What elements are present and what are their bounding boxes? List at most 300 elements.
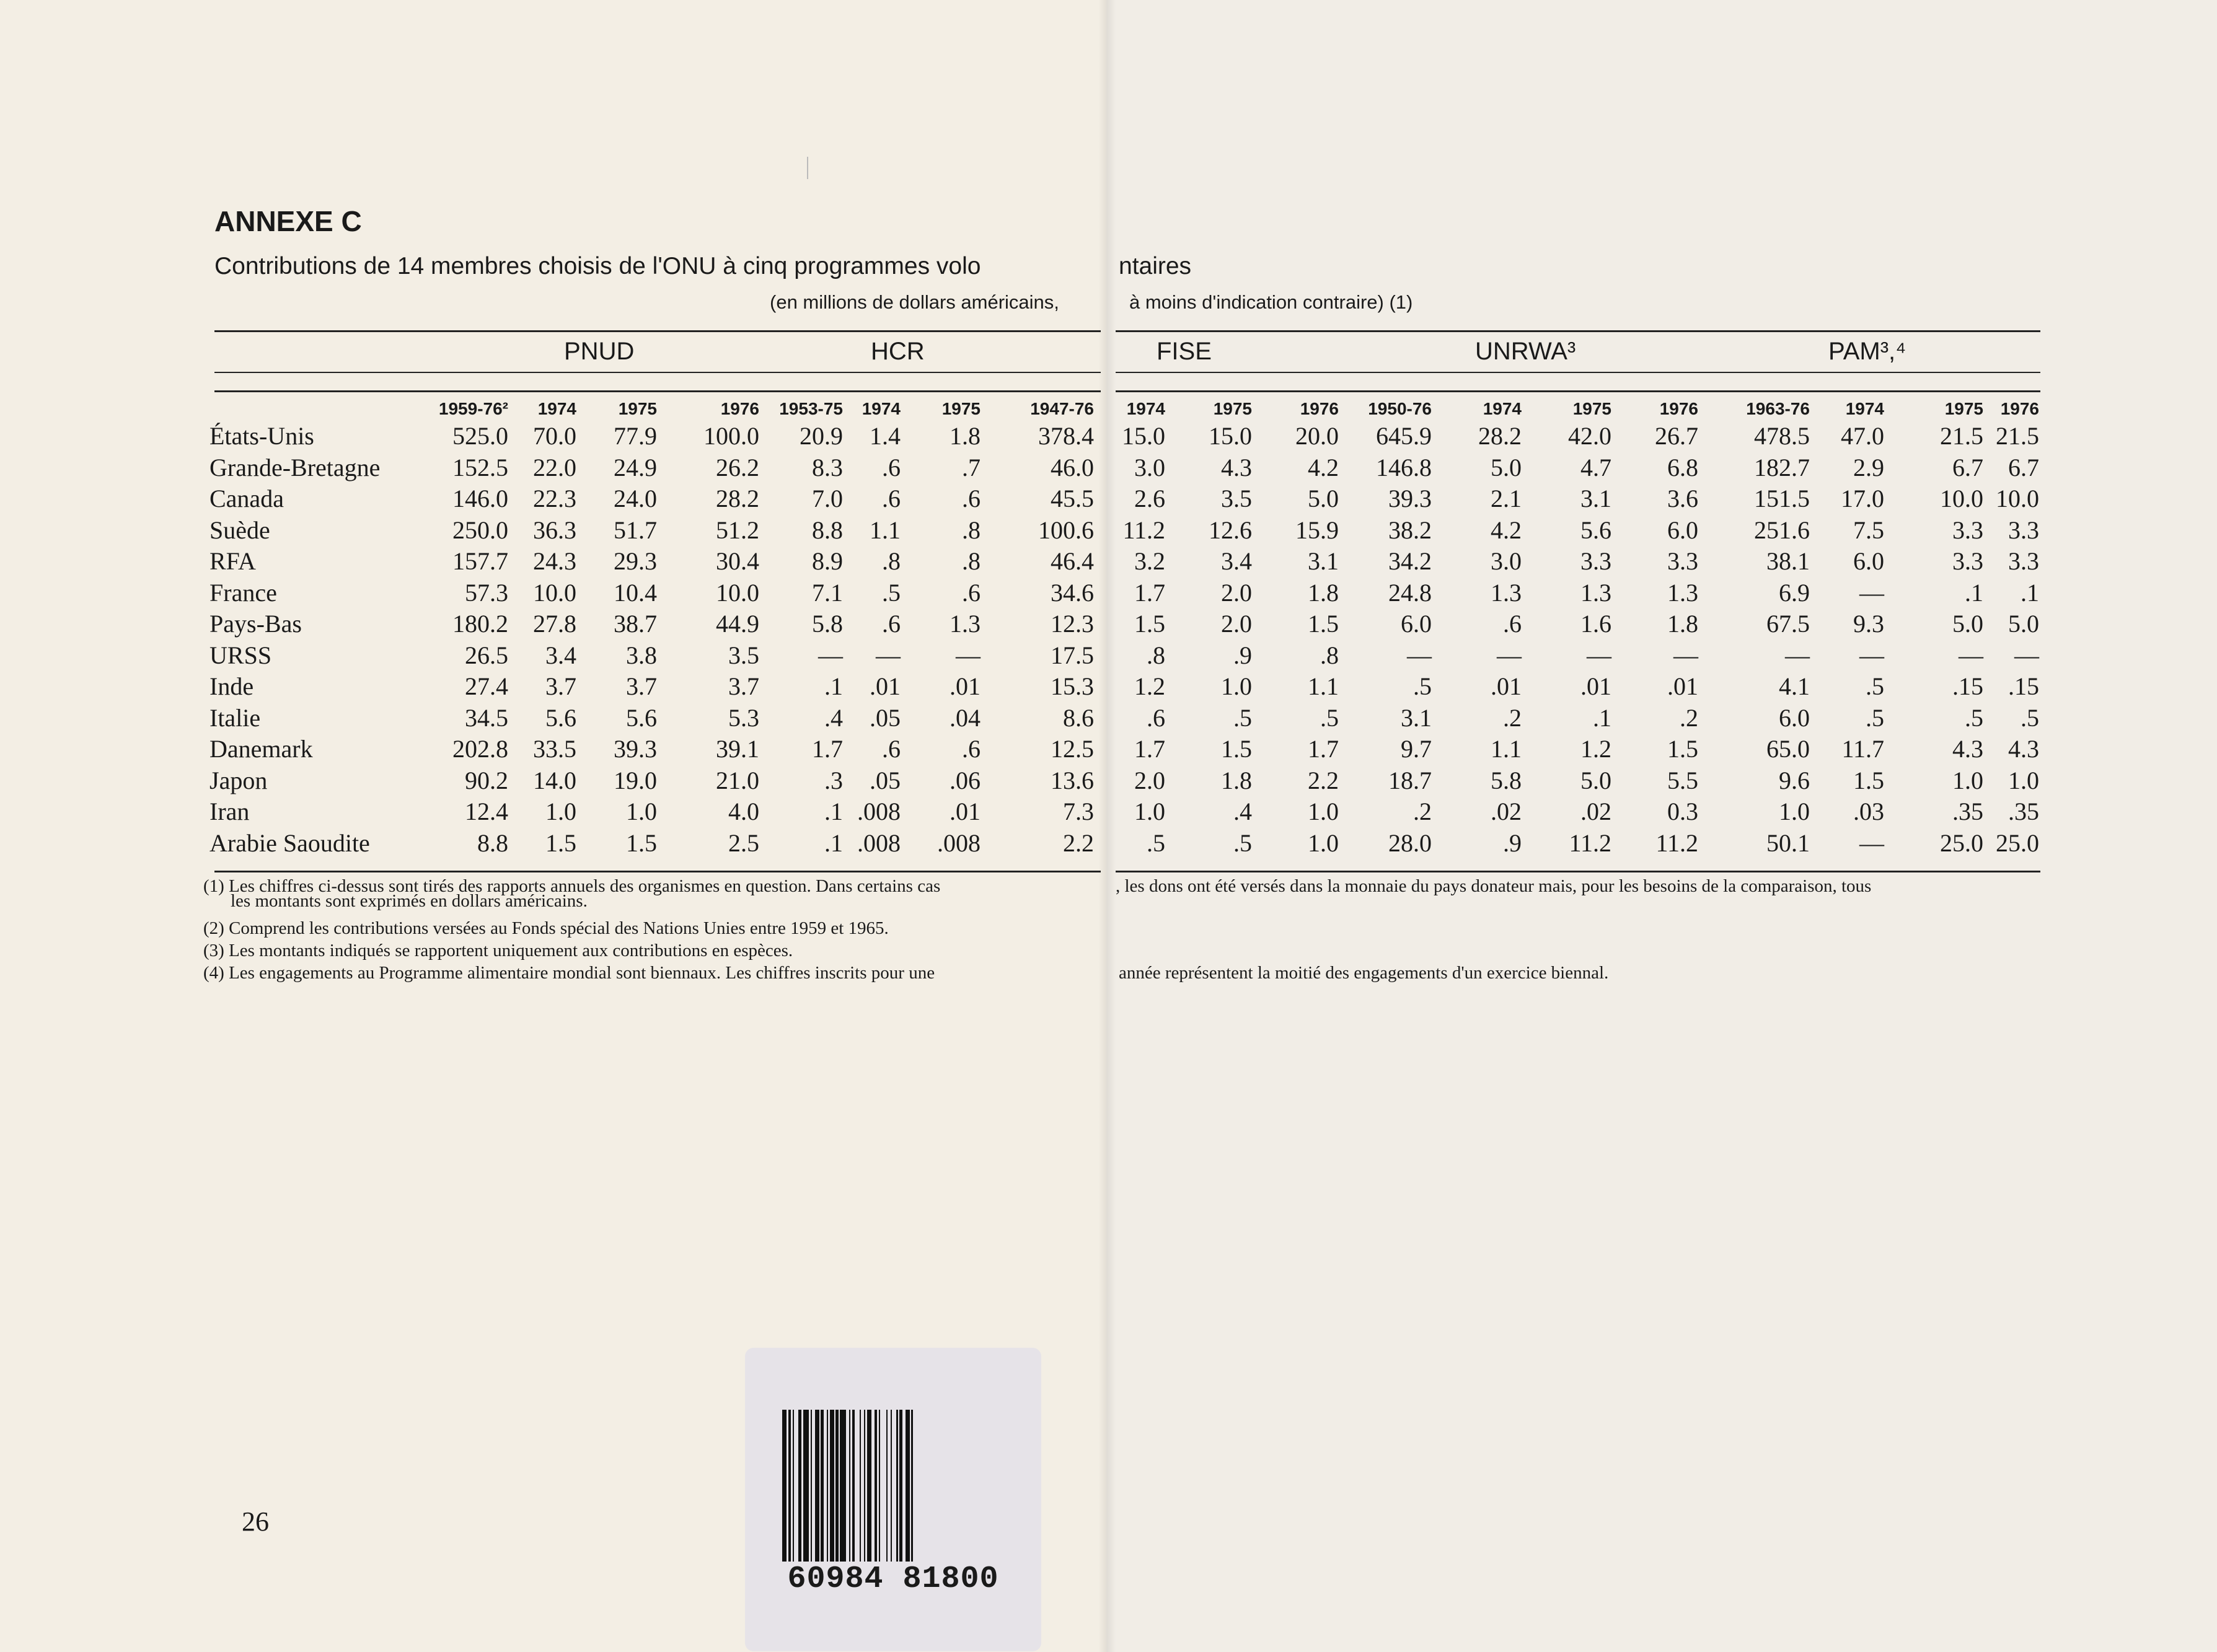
table-cell: 645.9 [1376, 422, 1432, 450]
table-cell: 146.0 [452, 485, 508, 512]
table-cell: 34.6 [1051, 578, 1094, 607]
table-cell: 39.1 [716, 735, 759, 763]
table-cell: 13.6 [1051, 766, 1094, 794]
table-cell: 1.2 [1134, 672, 1165, 700]
table-cell: 27.4 [465, 672, 508, 700]
table-cell: 28.2 [1478, 422, 1522, 450]
table-cell: 5.8 [812, 610, 843, 638]
table-cell: 12.5 [1051, 735, 1094, 763]
row-country: Pays-Bas [209, 610, 302, 638]
table-cell: 15.9 [1295, 516, 1339, 544]
year-header: 1976 [2000, 399, 2039, 418]
table-cell: .008 [857, 797, 901, 825]
table-cell: 39.3 [1388, 485, 1432, 512]
table-cell: .02 [1491, 797, 1522, 825]
table-cell: 20.0 [1295, 422, 1339, 450]
table-cell: 24.0 [614, 485, 657, 512]
table-top-rule-right [1116, 330, 2040, 332]
table-cell: .1 [1593, 703, 1611, 732]
table-cell: .5 [1147, 828, 1165, 857]
row-country: États-Unis [209, 422, 314, 450]
table-cell: 100.6 [1038, 516, 1094, 544]
table-cell: 15.0 [1122, 422, 1165, 450]
units-note-left: (en millions de dollars américains, [770, 291, 1059, 313]
table-cell: 251.6 [1754, 516, 1810, 544]
table-cell: 51.2 [716, 516, 759, 544]
table-cell: 5.0 [1580, 766, 1611, 794]
table-cell: 3.4 [1221, 547, 1252, 575]
table-cell: 1.3 [1491, 578, 1522, 607]
group-header-pam: PAM³,⁴ [1828, 338, 1906, 365]
book-gutter [1098, 0, 1116, 1652]
table-cell: .1 [824, 797, 843, 825]
table-cell: — [1407, 641, 1432, 669]
table-cell: 6.0 [1401, 610, 1432, 638]
table-cell: .5 [1320, 703, 1339, 732]
table-cell: 19.0 [614, 766, 657, 794]
table-cell: 12.6 [1209, 516, 1252, 544]
table-cell: 1.4 [870, 422, 901, 450]
table-cell: 65.0 [1766, 735, 1810, 763]
table-cell: 1.5 [1667, 735, 1698, 763]
table-cell: 1.3 [950, 610, 981, 638]
barcode-sticker [745, 1348, 1041, 1651]
year-header: 1975 [941, 399, 981, 418]
table-cell: .35 [1952, 797, 1983, 825]
year-header: 1975 [1944, 399, 1983, 418]
table-cell: .2 [1413, 797, 1432, 825]
table-cell: 2.0 [1134, 766, 1165, 794]
footnote-2: (2) Comprend les contributions versées au Fonds spécial des Nations Unies entre 1959 et 1965. [203, 918, 889, 938]
table-cell: 3.1 [1401, 703, 1432, 732]
table-cell: 8.8 [477, 828, 508, 857]
table-cell: .6 [962, 735, 981, 763]
table-cell: 5.0 [1308, 485, 1339, 512]
table-cell: .05 [870, 703, 901, 732]
table-cell: 5.0 [1952, 610, 1983, 638]
table-cell: 67.5 [1766, 610, 1810, 638]
row-country: Danemark [209, 735, 313, 763]
table-cell: 478.5 [1754, 422, 1810, 450]
table-cell: 151.5 [1754, 485, 1810, 512]
table-cell: 21.0 [716, 766, 759, 794]
table-cell: — [1859, 578, 1884, 607]
table-cell: 3.7 [626, 672, 657, 700]
table-cell: 1.5 [1221, 735, 1252, 763]
table-cell: 3.0 [1134, 453, 1165, 481]
year-header: 1963-76 [1746, 399, 1810, 418]
table-cell: .9 [1233, 641, 1252, 669]
table-cell: .6 [882, 735, 901, 763]
table-cell: 5.6 [545, 703, 576, 732]
table-cell: .6 [1503, 610, 1522, 638]
table-cell: 9.7 [1401, 735, 1432, 763]
table-cell: .6 [962, 578, 981, 607]
barcode-number: 60984 81800 [776, 1562, 1010, 1597]
table-cell: 24.3 [533, 547, 576, 575]
table-cell: 1.7 [1308, 735, 1339, 763]
year-header: 1953-75 [779, 399, 843, 418]
table-cell: 5.6 [626, 703, 657, 732]
row-country: Canada [209, 485, 284, 512]
table-cell: .6 [882, 453, 901, 481]
year-header: 1976 [1659, 399, 1698, 418]
table-cell: .01 [1491, 672, 1522, 700]
table-cell: .03 [1853, 797, 1884, 825]
table-cell: .05 [870, 766, 901, 794]
table-cell: 10.0 [716, 578, 759, 607]
table-cell: .008 [937, 828, 981, 857]
table-bottom-rule-right [1116, 871, 2040, 872]
table-cell: 3.1 [1308, 547, 1339, 575]
table-cell: 1.1 [1308, 672, 1339, 700]
table-cell: .3 [824, 766, 843, 794]
table-cell: .1 [1965, 578, 1983, 607]
table-cell: .6 [962, 485, 981, 512]
table-cell: .01 [950, 797, 981, 825]
table-cell: 1.0 [545, 797, 576, 825]
group-rule-right [1116, 372, 2040, 373]
table-cell: 1.2 [1580, 735, 1611, 763]
table-cell: 5.5 [1667, 766, 1698, 794]
table-cell: — [1959, 641, 1983, 669]
table-cell: 39.3 [614, 735, 657, 763]
table-cell: 5.8 [1491, 766, 1522, 794]
table-cell: .15 [2008, 672, 2039, 700]
table-cell: — [1497, 641, 1522, 669]
table-cell: 4.1 [1779, 672, 1810, 700]
table-cell: 2.2 [1063, 828, 1094, 857]
table-cell: 12.4 [465, 797, 508, 825]
table-cell: 1.3 [1580, 578, 1611, 607]
table-cell: 1.3 [1667, 578, 1698, 607]
table-cell: 24.9 [614, 453, 657, 481]
table-cell: 1.0 [1134, 797, 1165, 825]
table-cell: 4.3 [1952, 735, 1983, 763]
table-cell: 11.7 [1841, 735, 1884, 763]
table-cell: 10.0 [1940, 485, 1983, 512]
table-cell: 3.3 [1667, 547, 1698, 575]
table-cell: .5 [1413, 672, 1432, 700]
table-cell: .1 [824, 828, 843, 857]
table-cell: .1 [2021, 578, 2039, 607]
table-cell: 1.0 [1952, 766, 1983, 794]
table-cell: 378.4 [1038, 422, 1094, 450]
table-cell: 7.5 [1853, 516, 1884, 544]
table-cell: 10.0 [533, 578, 576, 607]
table-cell: 3.3 [2008, 547, 2039, 575]
table-cell: .6 [882, 610, 901, 638]
group-header-hcr: HCR [871, 338, 925, 365]
table-cell: 3.4 [545, 641, 576, 669]
table-cell: 1.1 [1491, 735, 1522, 763]
page-mark [807, 157, 808, 179]
table-cell: 25.0 [1940, 828, 1983, 857]
table-cell: 17.5 [1051, 641, 1094, 669]
table-cell: 3.3 [2008, 516, 2039, 544]
table-cell: 6.0 [1853, 547, 1884, 575]
table-cell: .5 [1866, 703, 1884, 732]
table-cell: 6.7 [1952, 453, 1983, 481]
table-cell: .6 [882, 485, 901, 512]
table-cell: 22.0 [533, 453, 576, 481]
row-country: Grande-Bretagne [209, 453, 381, 481]
right-page [1106, 0, 2217, 1652]
table-cell: 42.0 [1568, 422, 1611, 450]
table-cell: 7.3 [1063, 797, 1094, 825]
table-cell: .02 [1580, 797, 1611, 825]
table-cell: — [2014, 641, 2039, 669]
row-country: Arabie Saoudite [209, 828, 370, 857]
table-cell: 2.5 [728, 828, 759, 857]
table-cell: 26.5 [465, 641, 508, 669]
table-cell: 152.5 [452, 453, 508, 481]
row-country: Suède [209, 516, 270, 544]
table-cell: 1.0 [626, 797, 657, 825]
table-cell: 46.4 [1051, 547, 1094, 575]
table-cell: .7 [962, 453, 981, 481]
table-cell: 1.8 [1667, 610, 1698, 638]
table-cell: 26.7 [1655, 422, 1698, 450]
table-cell: 18.7 [1388, 766, 1432, 794]
table-cell: .01 [870, 672, 901, 700]
table-cell: 182.7 [1754, 453, 1810, 481]
year-rule-right [1116, 390, 2040, 392]
table-cell: 5.3 [728, 703, 759, 732]
table-cell: 8.3 [812, 453, 843, 481]
table-cell: .5 [1233, 703, 1252, 732]
year-header: 1959-76² [438, 399, 508, 418]
table-cell: .5 [1233, 828, 1252, 857]
footnote-1-cont: les montants sont exprimés en dollars américains. [231, 891, 588, 911]
table-cell: 77.9 [614, 422, 657, 450]
table-cell: 3.6 [1667, 485, 1698, 512]
table-cell: 11.2 [1122, 516, 1165, 544]
table-cell: 1.0 [1779, 797, 1810, 825]
table-cell: 1.7 [812, 735, 843, 763]
table-cell: 2.2 [1308, 766, 1339, 794]
table-cell: 4.2 [1308, 453, 1339, 481]
table-cell: 1.7 [1134, 735, 1165, 763]
table-cell: 180.2 [452, 610, 508, 638]
table-cell: 1.0 [2008, 766, 2039, 794]
table-cell: 10.0 [1996, 485, 2039, 512]
table-cell: .01 [1580, 672, 1611, 700]
table-cell: — [876, 641, 901, 669]
table-cell: 30.4 [716, 547, 759, 575]
group-header-unrwa: UNRWA³ [1475, 338, 1576, 365]
table-cell: 1.0 [1221, 672, 1252, 700]
table-cell: 8.8 [812, 516, 843, 544]
year-header: 1975 [618, 399, 657, 418]
table-cell: 5.0 [2008, 610, 2039, 638]
table-cell: .01 [1667, 672, 1698, 700]
table-cell: 38.2 [1388, 516, 1432, 544]
table-cell: .2 [1503, 703, 1522, 732]
table-cell: .2 [1680, 703, 1698, 732]
year-header: 1974 [537, 399, 576, 418]
year-header: 1976 [720, 399, 759, 418]
table-cell: 3.8 [626, 641, 657, 669]
table-cell: 100.0 [703, 422, 759, 450]
table-cell: 4.3 [1221, 453, 1252, 481]
table-cell: 3.3 [1952, 516, 1983, 544]
table-cell: 6.8 [1667, 453, 1698, 481]
table-cell: 44.9 [716, 610, 759, 638]
table-cell: 1.5 [545, 828, 576, 857]
table-cell: .8 [1320, 641, 1339, 669]
table-cell: 6.0 [1779, 703, 1810, 732]
table-cell: 17.0 [1841, 485, 1884, 512]
table-cell: 157.7 [452, 547, 508, 575]
table-cell: 29.3 [614, 547, 657, 575]
table-cell: — [956, 641, 981, 669]
table-cell: 5.0 [1491, 453, 1522, 481]
table-cell: 6.9 [1779, 578, 1810, 607]
table-cell: .35 [2008, 797, 2039, 825]
table-cell: 38.7 [614, 610, 657, 638]
table-cell: 3.3 [1580, 547, 1611, 575]
table-cell: 3.3 [1952, 547, 1983, 575]
table-cell: 15.3 [1051, 672, 1094, 700]
table-cell: 28.0 [1388, 828, 1432, 857]
table-cell: 2.9 [1853, 453, 1884, 481]
table-cell: .5 [2021, 703, 2039, 732]
table-cell: 2.1 [1491, 485, 1522, 512]
table-cell: 3.5 [1221, 485, 1252, 512]
table-cell: 21.5 [1940, 422, 1983, 450]
table-cell: 34.5 [465, 703, 508, 732]
table-cell: 11.2 [1655, 828, 1698, 857]
table-cell: 27.8 [533, 610, 576, 638]
table-cell: 3.7 [545, 672, 576, 700]
year-header: 1947-76 [1030, 399, 1094, 418]
table-cell: 2.0 [1221, 578, 1252, 607]
table-cell: 1.8 [950, 422, 981, 450]
row-country: Italie [209, 703, 261, 732]
footnote-4-left: (4) Les engagements au Programme alimentaire mondial sont biennaux. Les chiffres inscrits pour une [203, 963, 935, 983]
year-header: 1974 [1845, 399, 1884, 418]
table-cell: 1.1 [870, 516, 901, 544]
table-cell: 11.2 [1569, 828, 1611, 857]
table-cell: .9 [1503, 828, 1522, 857]
group-header-fise: FISE [1157, 338, 1212, 365]
footnote-1-left: (1) Les chiffres ci-dessus sont tirés des rapports annuels des organismes en question. Dans certains cas [203, 876, 941, 896]
table-cell: 57.3 [465, 578, 508, 607]
table-cell: 7.0 [812, 485, 843, 512]
row-country: Iran [209, 797, 250, 825]
table-cell: 1.5 [1134, 610, 1165, 638]
table-cell: 8.9 [812, 547, 843, 575]
table-cell: — [1587, 641, 1611, 669]
table-cell: 0.3 [1667, 797, 1698, 825]
table-cell: .4 [824, 703, 843, 732]
table-cell: .6 [1147, 703, 1165, 732]
group-rule-left [214, 372, 1101, 373]
table-cell: 8.6 [1063, 703, 1094, 732]
table-cell: — [818, 641, 843, 669]
table-cell: 1.8 [1308, 578, 1339, 607]
table-cell: .04 [950, 703, 981, 732]
table-cell: 9.6 [1779, 766, 1810, 794]
table-cell: .5 [1866, 672, 1884, 700]
table-cell: 12.3 [1051, 610, 1094, 638]
table-cell: 1.8 [1221, 766, 1252, 794]
table-cell: 202.8 [452, 735, 508, 763]
table-cell: 1.0 [1308, 828, 1339, 857]
table-cell: 46.0 [1051, 453, 1094, 481]
table-cell: 38.1 [1766, 547, 1810, 575]
table-cell: — [1673, 641, 1698, 669]
table-cell: 90.2 [465, 766, 508, 794]
table-cell: 1.5 [1308, 610, 1339, 638]
table-cell: 15.0 [1209, 422, 1252, 450]
table-top-rule-left [214, 330, 1101, 332]
table-cell: .5 [1965, 703, 1983, 732]
table-cell: 21.5 [1996, 422, 2039, 450]
table-cell: 1.5 [1853, 766, 1884, 794]
table-cell: .8 [882, 547, 901, 575]
table-cell: .8 [962, 547, 981, 575]
annex-title: ANNEXE C [214, 205, 362, 237]
table-cell: 14.0 [533, 766, 576, 794]
table-cell: 25.0 [1996, 828, 2039, 857]
table-cell: 3.5 [728, 641, 759, 669]
table-cell: 33.5 [533, 735, 576, 763]
table-cell: 10.4 [614, 578, 657, 607]
year-header: 1974 [1483, 399, 1522, 418]
year-header: 1974 [1126, 399, 1165, 418]
table-cell: .15 [1952, 672, 1983, 700]
table-cell: 20.9 [800, 422, 843, 450]
table-cell: — [1859, 641, 1884, 669]
table-cell: .06 [950, 766, 981, 794]
table-cell: 34.2 [1388, 547, 1432, 575]
table-cell: 51.7 [614, 516, 657, 544]
table-cell: 7.1 [812, 578, 843, 607]
year-rule-left [214, 390, 1101, 392]
table-cell: 45.5 [1051, 485, 1094, 512]
table-cell: 5.6 [1580, 516, 1611, 544]
table-cell: 28.2 [716, 485, 759, 512]
table-cell: 4.0 [728, 797, 759, 825]
table-cell: 4.3 [2008, 735, 2039, 763]
table-cell: 24.8 [1388, 578, 1432, 607]
table-cell: 1.5 [626, 828, 657, 857]
table-cell: .01 [950, 672, 981, 700]
table-cell: 4.2 [1491, 516, 1522, 544]
table-cell: 4.7 [1580, 453, 1611, 481]
table-cell: 2.6 [1134, 485, 1165, 512]
table-title-left: Contributions de 14 membres choisis de l'ONU à cinq programmes volo [214, 253, 981, 279]
units-note-right: à moins d'indication contraire) (1) [1129, 291, 1413, 313]
footnote-3: (3) Les montants indiqués se rapportent uniquement aux contributions en espèces. [203, 941, 793, 960]
table-cell: .4 [1233, 797, 1252, 825]
year-header: 1976 [1300, 399, 1339, 418]
table-cell: .8 [962, 516, 981, 544]
row-country: Inde [209, 672, 254, 700]
table-title-right: ntaires [1119, 253, 1192, 279]
table-cell: 1.6 [1580, 610, 1611, 638]
table-cell: 525.0 [452, 422, 508, 450]
row-country: RFA [209, 547, 256, 575]
row-country: URSS [209, 641, 272, 669]
table-cell: 3.2 [1134, 547, 1165, 575]
table-cell: — [1785, 641, 1810, 669]
table-cell: .5 [882, 578, 901, 607]
table-cell: 22.3 [533, 485, 576, 512]
year-header: 1975 [1572, 399, 1611, 418]
